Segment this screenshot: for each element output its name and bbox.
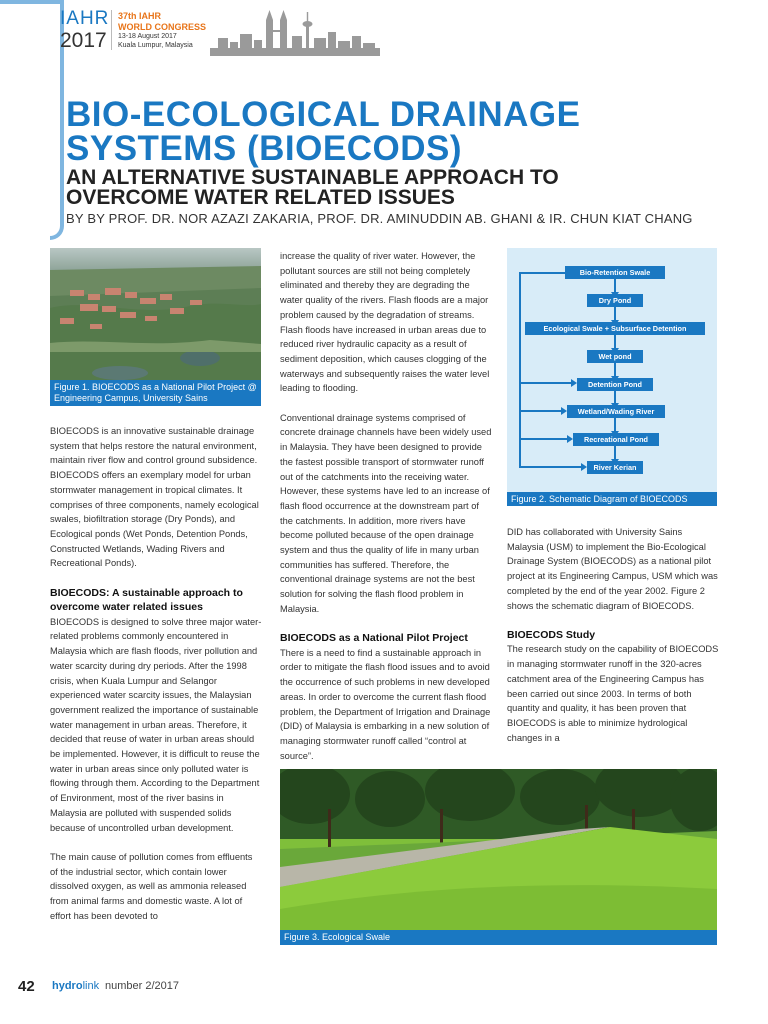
ecological-swale-image	[280, 769, 717, 945]
figure2-schematic	[507, 248, 717, 506]
article-subtitle-line2: OVERCOME WATER RELATED ISSUES	[66, 186, 455, 209]
header-congress-line1: 37th IAHR	[118, 11, 162, 21]
figure3-photo	[280, 769, 717, 945]
col3-heading-study: BIOECODS Study	[507, 628, 596, 641]
header-congress-line2: WORLD CONGRESS	[118, 22, 207, 32]
diagram-box-river-kerian: River Kerian	[587, 461, 643, 474]
brand-part-a: hydro	[52, 980, 83, 992]
diagram-box-bio-retention-swale: Bio-Retention Swale	[565, 266, 665, 279]
article-title-line2: SYSTEMS (BIOECODS)	[66, 129, 462, 168]
figure2-caption: Figure 2. Schematic Diagram of BIOECODS	[507, 492, 717, 506]
header-dates: 13-18 August 2017	[118, 33, 177, 40]
text-column-3	[507, 525, 719, 760]
header-org: IAHR	[60, 8, 110, 29]
issue-number: number 2/2017	[105, 980, 179, 992]
col2-paragraph-river-quality: increase the quality of river water. However, the pollutant sources are still not being completely eliminated and thereby they are degrading the water quality of the rivers. Flash floods are a major problem caused by the degradation of streams. Flash floods have increased in urban areas due to reduced river hydraulic capacity as a result of sediment deposition, which causes clogging of the waterways and subsequently raises the water level leading to flooding.	[280, 251, 490, 394]
text-column-1	[50, 424, 262, 938]
header-place: Kuala Lumpur, Malaysia	[118, 42, 193, 49]
article-byline: BY BY PROF. DR. NOR AZAZI ZAKARIA, PROF. DR. AMINUDDIN AB. GHANI & IR. CHUN KIAT CHANG	[66, 211, 693, 226]
col3-paragraph-did-collaboration: DID has collaborated with University Sains Malaysia (USM) to implement the Bio-Ecological Drainage System (BIOECODS) as a national pilot project at its Engineering Campus, USM which was completed by the end of the year 2002. Figure 2 shows the schematic diagram of BIOECODS.	[507, 527, 718, 611]
text-column-2	[280, 249, 492, 778]
col2-paragraph-conventional: Conventional drainage systems comprised of concrete drainage channels have been widely used in Malaysia. They have been designed to provide the fastest possible transport of stormwater runoff out of the catchments into the receiving water. However, these systems have led to an increase of flash flood occurrence at the downstream part of the catchments. In addition, more rivers have become polluted because of the open drainage system and thus the quality of life in many urban communities has suffered. Therefore, the conventional drainage systems are not the best solution for solving the flash flood problem in Malaysia.	[280, 412, 492, 614]
header-year: 2017	[60, 29, 107, 52]
col1-paragraph-pollution: The main cause of pollution comes from effluents of the industrial sector, which contain lower dissolved oxygen, as well as ammonia released from animal farms and domestic waste. A lot of effort has been devoted to	[50, 851, 253, 921]
article-title-line1: BIO-ECOLOGICAL DRAINAGE	[66, 95, 581, 134]
col2-paragraph-control-at-source: There is a need to find a sustainable approach in order to mitigate the flash flood issues and to avoid the occurrence of such problems in new developed areas. In order to overcome the current flash flood problem, the Department of Irrigation and Drainage (DID) of Malaysia is embarking in a new solution of managing stormwater runoff called “control at source”.	[280, 647, 491, 761]
kuala-lumpur-skyline-icon	[210, 8, 380, 56]
col1-heading-sustainable-approach: BIOECODS: A sustainable approach to overcome water related issues	[50, 586, 243, 614]
diagram-box-ecological-swale: Ecological Swale + Subsurface Detention	[525, 322, 705, 335]
col2-heading-pilot-project: BIOECODS as a National Pilot Project	[280, 632, 468, 645]
article-subtitle	[66, 168, 746, 208]
col1-paragraph-problems: BIOECODS is designed to solve three major water-related problems commonly encountered in Malaysia which are flash floods, river pollution and water scarcity during dry periods. After the 1998 crisis, when Kuala Lumpur and Selangor experienced water scarcity issues, the Malaysian government realized the importance of sustainable water management in urban areas. Therefore, it decided that reuse of water in urban areas should be implemented. However, it is difficult to reuse the water in urban areas since only polluted water is flowing through them. According to the Department of Environment, most of the river basins in Malaysia are polluted with suspended solids because of uncontrolled urban development.	[50, 616, 262, 833]
figure3-caption: Figure 3. Ecological Swale	[280, 930, 717, 945]
col3-paragraph-study: The research study on the capability of BIOECODS in managing stormwater runoff in the 320-acres catchment area of the Engineering Campus has been carried out since 2003. In terms of both quantity and quality, it has been proven that BIOECODS is able to minimize hydrological changes in a	[507, 644, 719, 743]
magazine-brand	[52, 980, 99, 992]
figure1-caption: Figure 1. BIOECODS as a National Pilot Project @ Engineering Campus, University Sains	[50, 380, 261, 406]
header-separator	[111, 10, 112, 50]
diagram-box-dry-pond: Dry Pond	[587, 294, 643, 307]
page-number: 42	[18, 978, 35, 995]
diagram-box-detention-pond: Detention Pond	[577, 378, 653, 391]
brand-part-b: link	[82, 980, 100, 992]
col1-paragraph-intro: BIOECODS is an innovative sustainable drainage system that helps restore the natural environment, maintain river flow and control ground subsidence. BIOECODS offers an exemplary model for urban stormwater management in tropical climates. It comprises of three components, namely ecological swales, biofiltration storage (Dry Ponds), and Ecological ponds (Wet Ponds, Detention Ponds, Constructed Wetlands, Wading Rivers and Recreational Ponds).	[50, 426, 259, 569]
diagram-box-wetland-wading-river: Wetland/Wading River	[567, 405, 665, 418]
diagram-box-wet-pond: Wet pond	[587, 350, 643, 363]
article-subtitle-line1: AN ALTERNATIVE SUSTAINABLE APPROACH TO	[66, 166, 559, 189]
figure1-photo	[50, 248, 261, 406]
diagram-box-recreational-pond: Recreational Pond	[573, 433, 659, 446]
article-title	[66, 95, 746, 168]
